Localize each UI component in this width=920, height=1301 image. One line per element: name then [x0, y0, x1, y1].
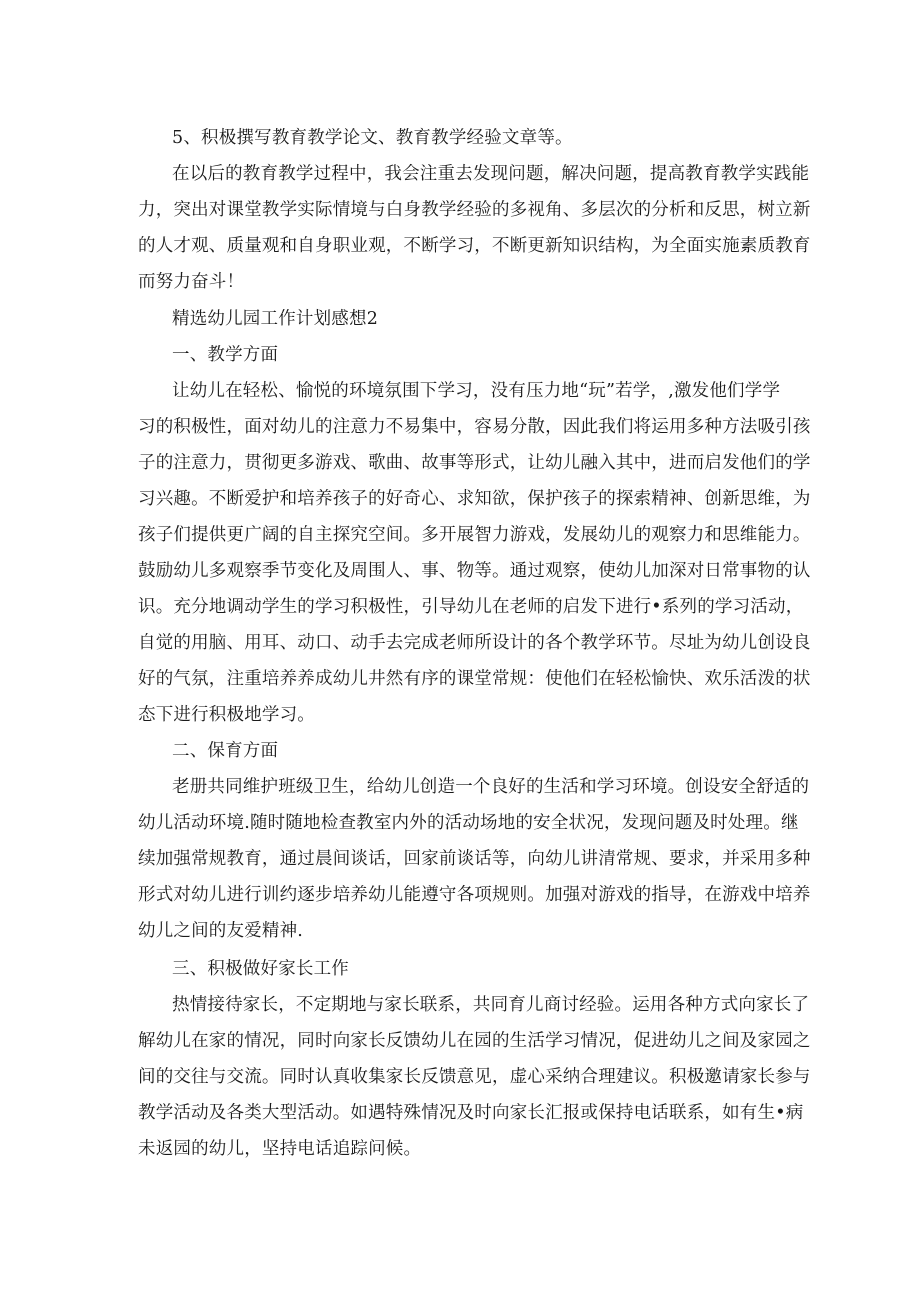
- section-heading-parents: 三、积极做好家长工作: [172, 959, 349, 979]
- paragraph-line: 教学活动及各类大型活动。如遇特殊情况及时向家长汇报或保持电话联系，如有生•病: [138, 1103, 804, 1123]
- paragraph-line: 老册共同维护班级卫生，给幼儿创造一个良好的生活和学习环境。创设安全舒适的: [172, 777, 810, 797]
- paragraph-line: 在以后的教育教学过程中，我会注重去发现问题，解决问题，提高教育教学实践能: [172, 164, 810, 184]
- section-title: 精选幼儿园工作计划感想2: [172, 309, 379, 329]
- paragraph-line: 形式对幼儿进行训约逐步培养幼儿能遵守各项规则。加强对游戏的指导，在游戏中培养: [138, 885, 811, 905]
- paragraph-line: 好的气氛，注重培养养成幼儿井然有序的课堂常规：使他们在轻松愉快、欢乐活泼的状: [138, 669, 811, 689]
- list-item-5: 5、积极撰写教育教学论文、教育教学经验文章等。: [172, 128, 573, 148]
- paragraph-line: 解幼儿在家的情况，同时向家长反馈幼儿在园的生活学习情况，促进幼儿之间及家园之: [138, 1031, 811, 1051]
- paragraph-line: 自觉的用脑、用耳、动口、动手去完成老师所设计的各个教学环节。尽址为幼儿创设良: [138, 633, 811, 653]
- section-heading-teaching: 一、教学方面: [172, 345, 279, 365]
- paragraph-line: 习的积极性，面对幼儿的注意力不易集中，容易分散，因此我们将运用多种方法吸引孩: [138, 417, 811, 437]
- paragraph-line: 习兴趣。不断爱护和培养孩子的好奇心、求知欲，保护孩子的探索精神、创新思维，为: [138, 489, 811, 509]
- paragraph-line: 间的交往与交流。同时认真收集家长反馈意见，虚心采纳合理建议。积极邀请家长参与: [138, 1067, 811, 1087]
- paragraph-line: 孩子们提供更广阔的自主探究空间。多开展智力游戏，发展幼儿的观察力和思维能力。: [138, 525, 811, 545]
- paragraph-line: 让幼儿在轻松、愉悦的环境氛围下学习，没有压力地“玩”若学，,激发他们学学: [172, 381, 781, 401]
- paragraph-line: 态下进行积极地学习。: [138, 705, 315, 725]
- paragraph-line: 的人才观、质量观和自身职业观，不断学习，不断更新知识结构，为全面实施素质教育: [138, 236, 811, 256]
- section-heading-care: 二、保育方面: [172, 741, 279, 761]
- paragraph-line: 未返园的幼儿，坚持电话追踪问候。: [138, 1139, 422, 1159]
- paragraph-line: 续加强常规教育，通过晨间谈话，回家前谈话等，向幼儿讲清常规、要求，并采用多种: [138, 849, 811, 869]
- paragraph-line: 幼儿之间的友爱精神.: [138, 921, 304, 941]
- paragraph-line: 而努力奋斗！: [138, 272, 245, 292]
- paragraph-line: 力，突出对课堂教学实际情境与白身教学经验的多视角、多层次的分析和反思，树立新: [138, 200, 811, 220]
- paragraph-line: 热情接待家长，不定期地与家长联系，共同育儿商讨经验。运用各种方式向家长了: [172, 995, 810, 1015]
- paragraph-line: 鼓励幼儿多观察季节变化及周围人、事、物等。通过观察，使幼儿加深对日常事物的认: [138, 561, 811, 581]
- paragraph-line: 识。充分地调动学生的学习积极性，引导幼儿在老师的启发下进行•系列的学习活动，: [138, 597, 804, 617]
- paragraph-line: 幼儿活动环境.随时随地检查教室内外的活动场地的安全状况，发现问题及时处理。继: [138, 813, 799, 833]
- paragraph-line: 子的注意力，贯彻更多游戏、歌曲、故事等形式，让幼儿融入其中，进而启发他们的学: [138, 453, 811, 473]
